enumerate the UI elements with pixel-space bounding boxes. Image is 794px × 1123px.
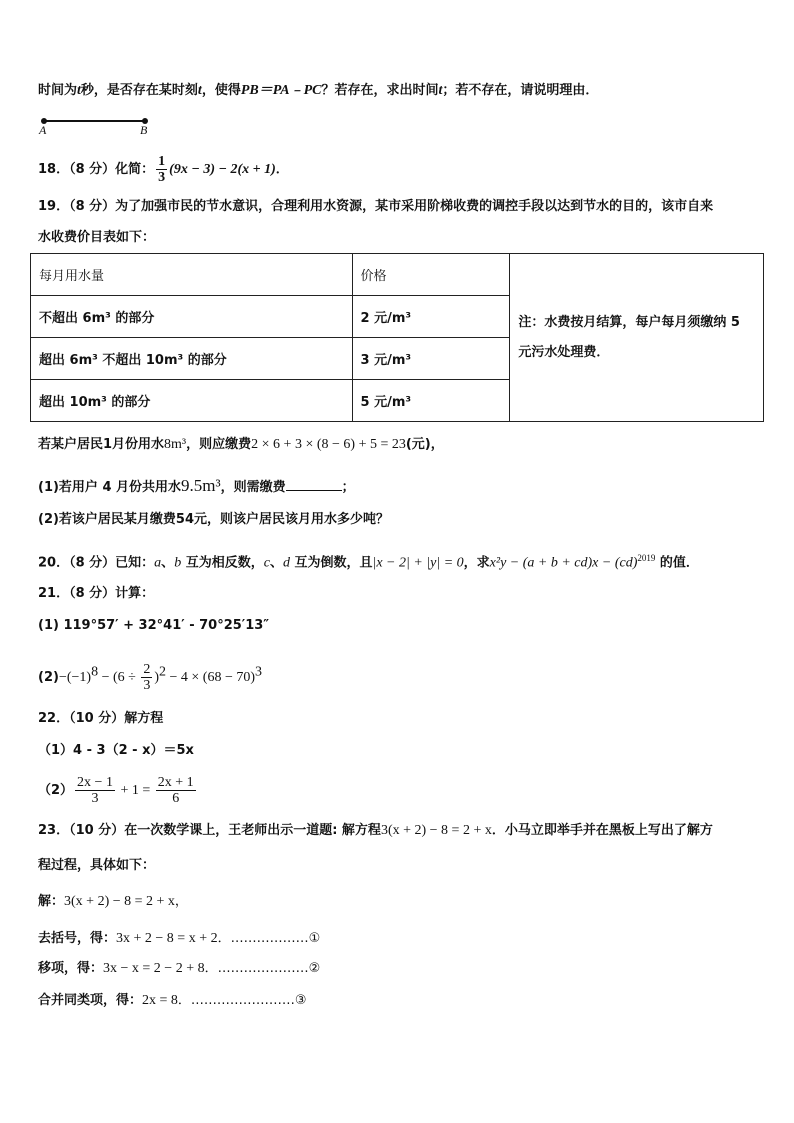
table-row xyxy=(31,254,764,296)
q19-part1: (1)若用户 4 月份共用水9.5m³，则需缴费 ； xyxy=(38,476,355,495)
q19-part2: (2)若该户居民某月缴费54元，则该户居民该月用水多少吨？ xyxy=(38,512,390,527)
header-usage: 每月用水量 xyxy=(31,254,353,296)
q17-tail-line: 时间为t秒，是否存在某时刻t，使得PB＝PA﹣PC？若存在，求出时间t；若不存在，请说明理由． xyxy=(38,83,599,98)
q21-fraction: $\frac{2}{3}$ xyxy=(143,662,151,693)
table-row: 不超出 6m³ 的部分 2 元/m³ xyxy=(31,296,764,338)
segment-ab xyxy=(44,120,145,122)
point-b-label: B xyxy=(140,123,148,137)
q18-line: 18．（8 分）化简： $\frac{1}{3}$ (9x − 3) − 2(x + 1)． xyxy=(38,154,289,185)
q22-fraction-right: $\frac{2x + 1}{6}$ xyxy=(157,775,194,806)
answer-blank[interactable] xyxy=(286,478,342,491)
point-a-label: A xyxy=(39,123,47,137)
q21-head: 21．（8 分）计算： xyxy=(38,586,155,601)
q19-line1: 19．（8 分）为了加强市民的节水意识，合理利用水资源，某市采用阶梯收费的调控手段以达到节水的目的，该市自来 xyxy=(38,199,714,214)
q21-part2: $(2)-(-1)^8 - (6$ ÷ $\frac{2}{3}$ )$^2 - 4 \times (68 - 70)^3$ xyxy=(38,662,262,693)
table-row: 超出 6m³ 不超出 10m³ 的部分 3 元/m³ xyxy=(31,338,764,380)
q19-line2: 水收费价目表如下： xyxy=(38,230,156,245)
table-note: 注：水费按月结算，每户每月须缴纳 5 元污水处理费． xyxy=(510,254,764,422)
q23-line1: 23．（10 分）在一次数学课上，王老师出示一道题: 解方程3(x + 2) − 8 = 2 + x．小马立即举手并在黑板上写出了解方 xyxy=(38,823,713,838)
header-price: 价格 xyxy=(352,254,510,296)
q20-line: 20．（8 分）已知：a、b 互为相反数，c、d 互为倒数，且|x − 2| + |y| = 0，求x²y − (a + b + cd)x − (cd)$^{2019}$ 的值． xyxy=(38,553,699,571)
q22-head: 22．（10 分）解方程 xyxy=(38,711,164,726)
q23-line2: 程过程，具体如下： xyxy=(38,858,156,873)
q21-part1: (1) 119°57′ + 32°41′ - 70°25′13″ xyxy=(38,618,270,633)
q23-step1: 去括号，得：3x + 2 − 8 = x + 2．………………① xyxy=(38,931,321,946)
q22-fraction-left: $\frac{2x - 1}{3}$ xyxy=(77,775,113,806)
q19-example: 若某户居民1月份用水8m³，则应缴费2 × 6 + 3 × (8 − 6) + 5 = 23(元)， xyxy=(38,437,444,452)
q22-part1: （1）4 - 3（2 - x）＝5x xyxy=(38,743,194,758)
water-fee-table xyxy=(30,253,764,422)
q23-step3: 合并同类项，得：2x = 8．……………………③ xyxy=(38,993,307,1008)
table-row: 超出 10m³ 的部分 5 元/m³ xyxy=(31,380,764,422)
q18-fraction: $\frac{1}{3}$ xyxy=(158,154,166,185)
q23-step2: 移项，得：3x − x = 2 − 2 + 8．…………………② xyxy=(38,961,321,976)
q23-step0: 解：3(x + 2) − 8 = 2 + x， xyxy=(38,894,188,909)
q22-part2: （2） $\frac{2x - 1}{3}$ + 1 = $\frac{2x + 1}{6}$ xyxy=(38,775,194,806)
